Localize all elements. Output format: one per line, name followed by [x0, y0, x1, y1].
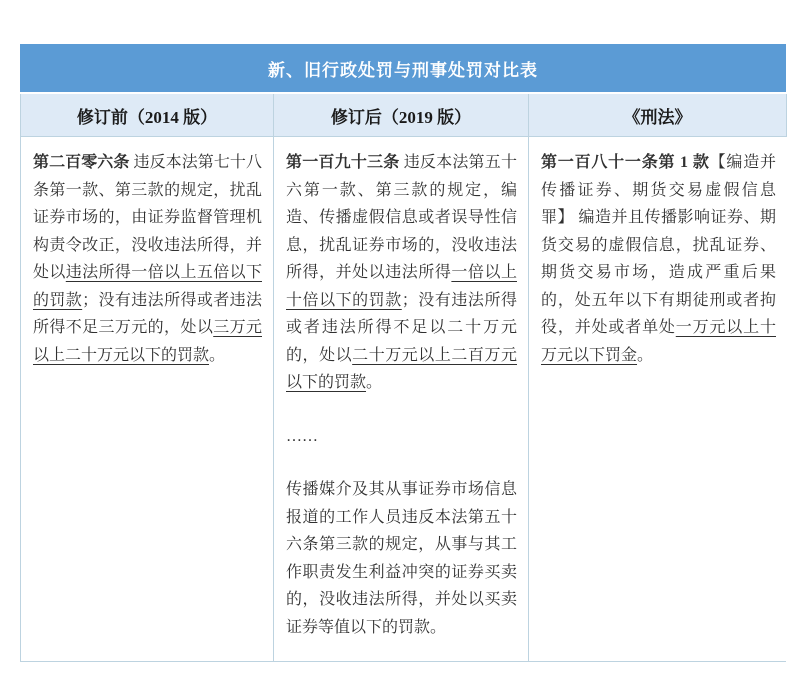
text-run: 。: [209, 346, 226, 364]
underlined-text: 违法所得一倍以上五倍以下的罚款: [33, 264, 262, 309]
bold-article-number: 第一百九十三条: [286, 154, 404, 171]
bold-article-number: 第二百零六条: [33, 154, 134, 171]
table-title: 新、旧行政处罚与刑事处罚对比表: [20, 44, 786, 92]
underlined-text: 三万元以上二十万元以下的罚款: [33, 319, 262, 364]
cell-criminal-law: [529, 137, 787, 661]
text-run: ；没有违法所得或者违法所得不足三万元的，处以: [33, 291, 262, 337]
cell-revised-2019: [274, 137, 529, 661]
underlined-text: 二十万元以上二百万元以下的罚款: [286, 346, 517, 392]
header-cell-revised-2019: 修订后（2019 版）: [274, 94, 529, 137]
text-run: ……: [286, 427, 318, 445]
text-run: ；没有违法所得或者违法所得不足以二十万元的，处以: [286, 291, 517, 364]
legal-paragraph: [286, 149, 517, 397]
comparison-table: [20, 44, 786, 662]
legal-paragraph: [541, 149, 776, 369]
header-cell-criminal-law: 《刑法》: [529, 94, 787, 137]
legal-paragraph: [286, 423, 517, 451]
text-run: 。: [637, 346, 654, 364]
header-cell-revised-2014: 修订前（2014 版）: [21, 94, 274, 137]
text-run: 【编造并传播证券、期货交易虚假信息罪】 编造并且传播影响证券、期货交易的虚假信息，扰乱证券、期货交易市场，造成严重后果的，处五年以下有期徒刑或者拘役，并处或者单处: [541, 154, 776, 337]
text-run: 。: [366, 374, 383, 392]
legal-paragraph: [286, 476, 517, 641]
text-run: 违反本法第五十六第一款、第三款的规定，编造、传播虚假信息或者误导性信息，扰乱证券市场的，没收违法所得，并处以违法所得: [286, 154, 517, 282]
underlined-text: 一万元以上十万元以下罚金: [541, 319, 776, 364]
bold-article-number: 第一百八十一条第 1 款: [541, 154, 710, 171]
text-run: 传播媒介及其从事证券市场信息报道的工作人员违反本法第五十六条第三款的规定，从事与其工作职责发生利益冲突的证券买卖的，没收违法所得，并处以买卖证券等值以下的罚款。: [286, 481, 517, 636]
cell-revised-2014: [21, 137, 274, 661]
text-run: 违反本法第七十八条第一款、第三款的规定，扰乱证券市场的，由证券监督管理机构责令改正，没收违法所得，并处以: [33, 154, 262, 282]
legal-paragraph: [33, 149, 262, 369]
table-grid: [20, 94, 786, 662]
underlined-text: 一倍以上十倍以下的罚款: [286, 264, 517, 309]
